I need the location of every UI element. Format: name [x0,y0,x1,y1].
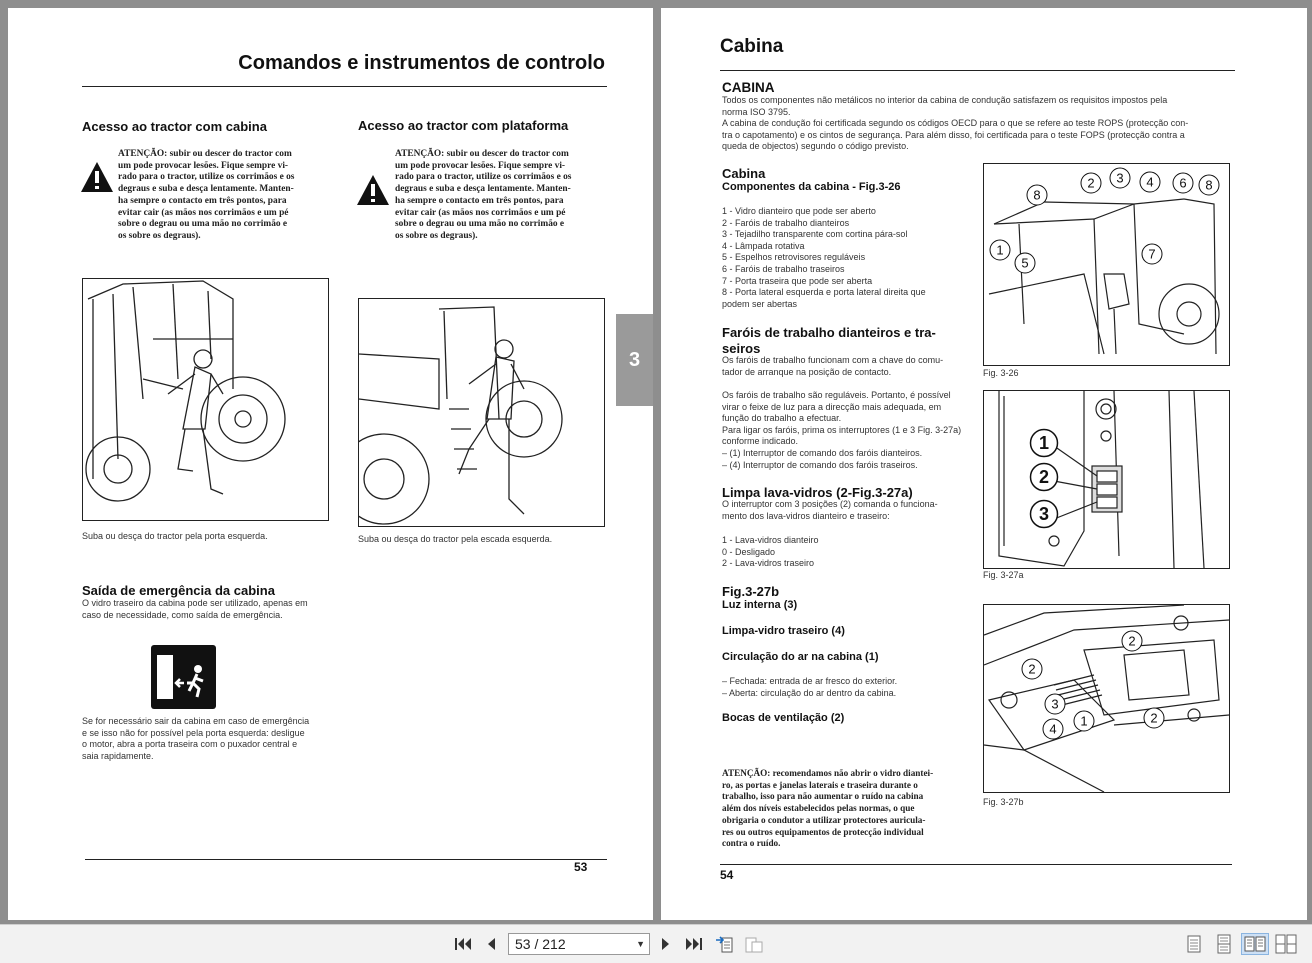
work-lights-text: Os faróis de trabalho funcionam com a chave do comu- tador de arranque na posição de contacto. [722,355,944,377]
svg-text:8: 8 [1205,177,1213,193]
svg-text:2: 2 [1150,710,1158,726]
components-list: 1 - Vidro dianteiro que pode ser aberto 2 - Faróis de trabalho dianteiros 3 - Tejadilho transparente com cortina pára-sol 4 - Lâmpada rotativa 5 - Espelhos retrovisores reguláveis 6 - Faróis de trabalho traseiros 7 - Porta traseira que pode ser aberta 8 - Porta lateral esquerda e porta lateral direita que podem ser abertas [722,206,926,309]
components-heading: Componentes da cabina - Fig.3-26 [722,181,901,193]
svg-text:2: 2 [1087,175,1095,191]
svg-text:1: 1 [996,242,1004,258]
svg-text:8: 8 [1033,187,1041,203]
callout-1 [989,239,1011,261]
page-number-input[interactable] [508,933,650,955]
air-circulation-list: – Fechada: entrada de ar fresco do exterior. – Aberta: circulação do ar dentro da cabina. [722,676,898,698]
svg-text:2: 2 [1028,661,1036,677]
cab-access-warning: ATENÇÃO: subir ou descer do tractor com um pode provocar lesões. Fique sempre vi- rado para o tractor, utilize os corrimãos e os degraus e suba e desça lentamente. Manten- ha sempre o contacto em três pontos, para evitar cair (as mãos nos corrimãos e um pé sobre o degrau ou uma mão no corrimão e os sobre os degraus). [118,149,295,241]
wiper-list: 1 - Lava-vidros dianteiro 0 - Desligado 2 - Lava-vidros traseiro [722,535,819,569]
noise-warning: ATENÇÃO: recomendamos não abrir o vidro diantei- ro, as portas e janelas laterais e traseira durante o trabalho, isso para não aumentar o ruído na cabina além dos níveis estabelecidos pelas normas, o que obrigaria o condutor a utilizar protectores auricula- res ou outros equipamentos de protecção individual contra o ruído. [722,768,934,849]
footer-rule [720,864,1232,865]
warning-icon [356,174,390,206]
cabina-subheading: Cabina [722,166,766,181]
right-page [661,8,1307,920]
platform-access-warning: ATENÇÃO: subir ou descer do tractor com um pode provocar lesões. Fique sempre vi- rado para o tractor, utilize os corrimãos e os degraus e suba e desça lentamente. Manten- ha sempre o contacto em três pontos, para evitar cair (as mãos nos corrimãos e um pé sobre o degrau ou uma mão no corrimão e os sobre os degraus). [395,149,572,241]
next-page-icon[interactable] [655,933,677,955]
title-rule [720,70,1235,71]
callout-2c [1143,707,1165,729]
cab-access-heading: Acesso ao tractor com cabina [82,119,267,134]
svg-text:1: 1 [1038,433,1050,453]
callout-2 [1080,172,1102,194]
platform-access-caption: Suba ou desça do tractor pela escada esquerda. [358,534,553,544]
svg-text:3: 3 [1116,170,1124,186]
single-page-icon[interactable] [1183,933,1205,955]
svg-text:4: 4 [1049,721,1057,737]
svg-text:3: 3 [1051,696,1059,712]
chevron-down-icon[interactable]: ▼ [636,939,645,949]
callout-2 [1029,462,1059,492]
callout-3 [1109,167,1131,189]
page-number: 53 [574,860,588,874]
fig-3-26-caption: Fig. 3-26 [983,368,1019,378]
cabina-heading: CABINA [722,80,775,95]
svg-text:7: 7 [1148,246,1156,262]
svg-text:4: 4 [1146,174,1154,190]
cab-access-illustration [82,278,329,521]
svg-text:6: 6 [1179,175,1187,191]
chapter-title: Comandos e instrumentos de controlo [238,52,605,74]
continuous-two-page-icon[interactable] [1275,933,1297,955]
cab-access-caption: Suba ou desça do tractor pela porta esquerda. [82,531,268,541]
work-lights-text-2: Os faróis de trabalho são reguláveis. Portanto, é possível virar o feixe de luz para a direcção mais adequada, em função do trabalho a efectuar. Para ligar os faróis, prima os interruptores (1 e 3 Fig. 3-27a) conforme indicado. – (1) Interruptor de comando dos faróis dianteiros. – (4) Interruptor de comando dos faróis traseiros. [722,390,962,470]
fig-3-27a-switch-panel [983,390,1230,569]
page-title: Cabina [720,36,784,57]
continuous-page-icon[interactable] [1213,933,1235,955]
emergency-heading: Saída de emergência da cabina [82,583,275,598]
fig-3-27b-caption: Fig. 3-27b [983,797,1024,807]
emergency-exit-icon [151,645,216,709]
svg-text:5: 5 [1021,255,1029,271]
callout-5 [1014,252,1036,274]
platform-access-heading: Acesso ao tractor com plataforma [358,118,569,133]
air-circulation-heading: Circulação do ar na cabina (1) [722,651,879,663]
svg-text:1: 1 [1080,713,1088,729]
fig-3-26-cab-components [983,163,1230,366]
warning-icon [80,161,114,193]
callout-1 [1073,710,1095,732]
fig-3-27b-roof-panel [983,604,1230,793]
title-rule [82,86,607,87]
callout-4 [1139,171,1161,193]
wiper-text: O interruptor com 3 posições (2) comanda o funciona- mento dos lava-vidros dianteiro e traseiro: [722,499,938,521]
page-number: 54 [720,868,734,882]
svg-text:2: 2 [1128,633,1136,649]
prev-page-icon[interactable] [480,933,502,955]
svg-text:3: 3 [1038,504,1050,524]
footer-rule [85,859,607,860]
chapter-tab: 3 [616,314,653,406]
fig27b-heading: Fig.3-27b [722,584,780,599]
emergency-text: O vidro traseiro da cabina pode ser utilizado, apenas em caso de necessidade, como saída de emergência. [82,598,308,620]
callout-3 [1029,499,1059,529]
callout-8b [1198,174,1220,196]
callout-6 [1172,172,1194,194]
platform-access-illustration [358,298,605,527]
left-page [8,8,653,920]
callout-8 [1026,184,1048,206]
viewer-toolbar [0,924,1312,963]
first-page-icon[interactable] [452,933,474,955]
last-page-icon[interactable] [683,933,705,955]
callout-4 [1042,718,1064,740]
interior-light-label: Luz interna (3) [722,599,798,611]
callout-2b [1021,658,1043,680]
fig-3-27a-caption: Fig. 3-27a [983,570,1024,580]
go-forward-view-icon[interactable] [743,933,765,955]
cabina-intro: Todos os componentes não metálicos no interior da cabina de condução satisfazem os requisitos impostos pela norma ISO 3795. A cabina de condução foi certificada segundo os códigos OECD para o que se refere ao teste ROPS (protecção con- tra o capotamento) e os cintos de segurança. Para além disso, foi certificada para o teste FOPS (protecção contra a queda de objectos) segundo o código previsto. [722,95,1189,152]
callout-3 [1044,693,1066,715]
work-lights-heading: Faróis de trabalho dianteiros e tra- seiros [722,325,936,356]
wiper-heading: Limpa lava-vidros (2-Fig.3-27a) [722,485,913,500]
svg-text:2: 2 [1038,467,1050,487]
page-indicator: 53 / 212 [515,936,566,952]
go-back-view-icon[interactable] [713,933,735,955]
rear-wiper-label: Limpa-vidro traseiro (4) [722,625,845,637]
callout-7 [1141,243,1163,265]
callout-1 [1029,428,1059,458]
callout-2 [1121,630,1143,652]
vents-label: Bocas de ventilação (2) [722,712,845,724]
emergency-text-2: Se for necessário sair da cabina em caso de emergência e se isso não for possível pela porta esquerda: desligue o motor, abra a porta traseira com o puxador central e saia rapidamente. [82,716,310,761]
two-page-icon[interactable] [1241,933,1269,955]
